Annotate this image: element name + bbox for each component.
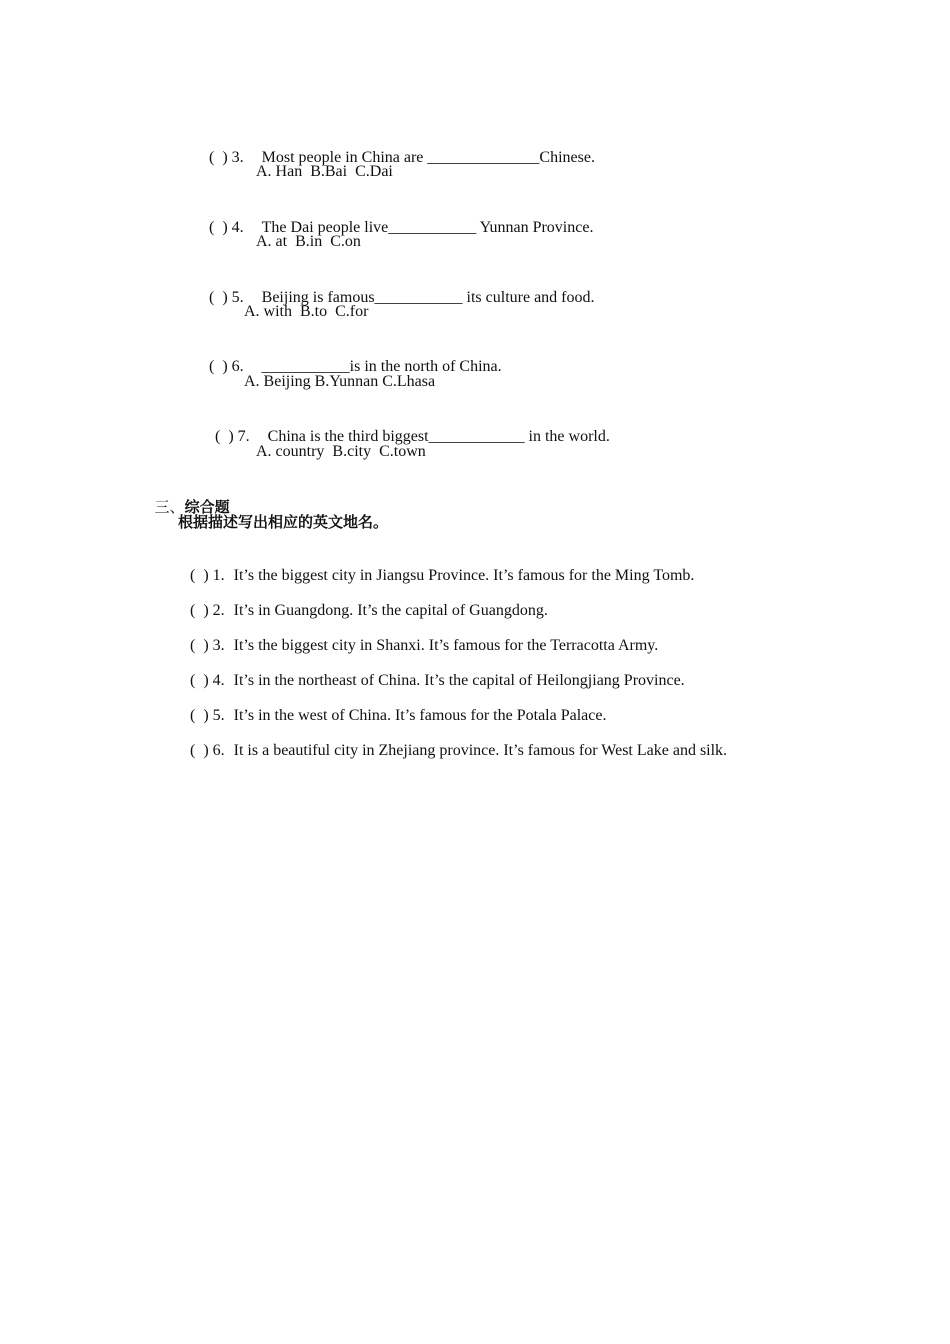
item-text: It’s in Guangdong. It’s the capital of Guangdong. xyxy=(233,602,548,619)
question-number: 5. xyxy=(231,289,244,306)
answer-blank[interactable]: ( ) xyxy=(209,149,228,166)
answer-blank[interactable]: ( ) xyxy=(190,672,209,689)
item-number: 2. xyxy=(212,602,225,619)
answer-blank[interactable]: ( ) xyxy=(209,289,228,306)
answer-blank[interactable]: ( ) xyxy=(190,707,209,724)
question-5-options: A. with B.to C.for xyxy=(244,303,369,320)
item-number: 6. xyxy=(212,742,225,759)
answer-blank[interactable]: ( ) xyxy=(215,428,234,445)
item-number: 1. xyxy=(212,567,225,584)
item-text: It is a beautiful city in Zhejiang province. It’s famous for West Lake and silk. xyxy=(233,742,728,759)
question-4-stem xyxy=(193,198,593,258)
section-instruction: 根据描述写出相应的英文地名。 xyxy=(178,513,389,531)
answer-blank[interactable]: ( ) xyxy=(190,602,209,619)
answer-blank[interactable]: ( ) xyxy=(190,567,209,584)
place-item-6 xyxy=(182,721,727,761)
question-3-options: A. Han B.Bai C.Dai xyxy=(256,163,393,180)
item-text: It’s in the west of China. It’s famous for the Potala Palace. xyxy=(233,707,607,724)
section-title: 综合题 xyxy=(184,498,230,516)
answer-blank[interactable]: ( ) xyxy=(190,637,209,654)
item-text: It’s the biggest city in Shanxi. It’s famous for the Terracotta Army. xyxy=(233,637,659,654)
answer-blank[interactable]: ( ) xyxy=(209,219,228,236)
item-number: 3. xyxy=(212,637,225,654)
item-number: 4. xyxy=(212,672,225,689)
section-number: 三、 xyxy=(154,498,185,516)
place-item-5 xyxy=(182,686,606,726)
question-text: Most people in China are ______________Chinese. xyxy=(261,149,595,166)
item-text: It’s in the northeast of China. It’s the capital of Heilongjiang Province. xyxy=(233,672,685,689)
question-4-options: A. at B.in C.on xyxy=(256,233,361,250)
question-text: China is the third biggest____________ in the world. xyxy=(267,428,610,445)
place-item-3 xyxy=(182,616,658,656)
answer-blank[interactable]: ( ) xyxy=(209,358,228,375)
place-item-4 xyxy=(182,651,685,691)
question-number: 3. xyxy=(231,149,244,166)
item-text: It’s the biggest city in Jiangsu Province. It’s famous for the Ming Tomb. xyxy=(233,567,695,584)
place-item-1 xyxy=(182,546,694,586)
question-number: 4. xyxy=(231,219,244,236)
question-7-options: A. country B.city C.town xyxy=(256,443,426,460)
question-number: 6. xyxy=(231,358,244,375)
question-text: Beijing is famous___________ its culture and food. xyxy=(261,289,595,306)
question-number: 7. xyxy=(237,428,250,445)
question-text: The Dai people live___________ Yunnan Province. xyxy=(261,219,594,236)
answer-blank[interactable]: ( ) xyxy=(190,742,209,759)
item-number: 5. xyxy=(212,707,225,724)
question-6-options: A. Beijing B.Yunnan C.Lhasa xyxy=(244,373,436,390)
question-3-stem xyxy=(193,128,595,188)
question-text: ___________is in the north of China. xyxy=(261,358,502,375)
place-item-2 xyxy=(182,581,548,621)
section-three-heading xyxy=(145,477,230,517)
